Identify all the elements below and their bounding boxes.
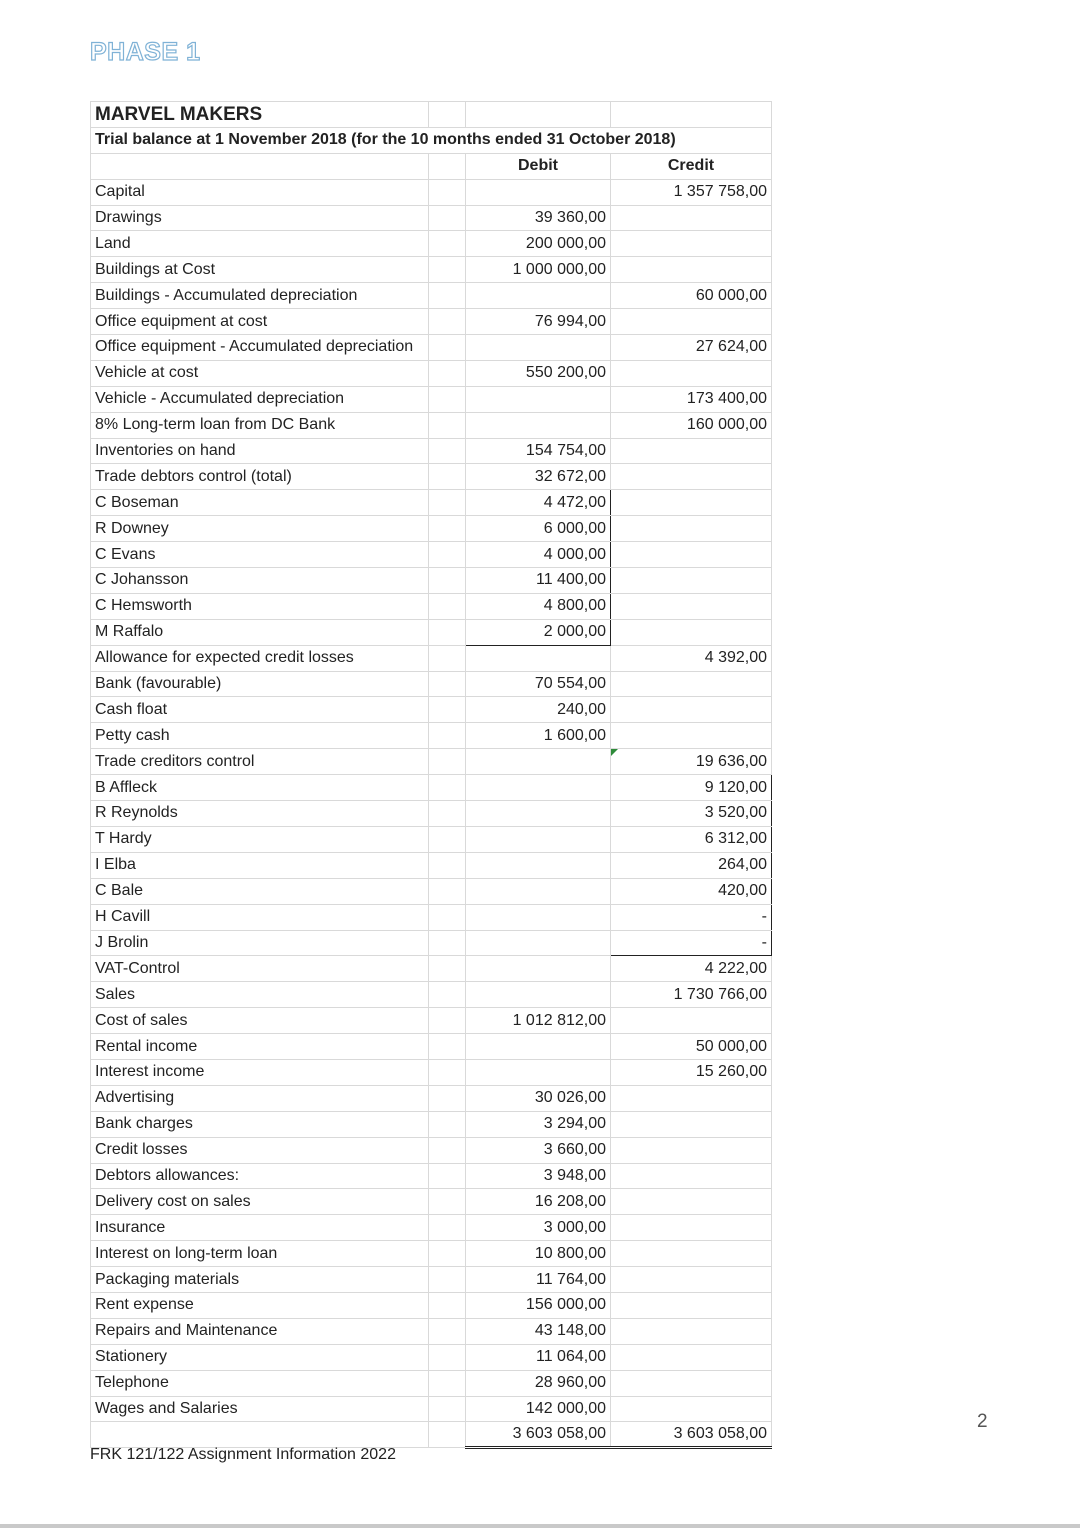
account-name: Cash float [91, 697, 429, 723]
debit-amount: 4 800,00 [466, 593, 611, 619]
credit-amount: 1 730 766,00 [611, 982, 772, 1008]
credit-amount [611, 1111, 772, 1137]
account-name: Wages and Salaries [91, 1396, 429, 1422]
page-bottom-rule [0, 1524, 1080, 1528]
account-row [91, 1137, 772, 1163]
credit-amount [611, 697, 772, 723]
debit-amount: 70 554,00 [466, 671, 611, 697]
account-row [91, 1267, 772, 1293]
credit-amount [611, 464, 772, 490]
account-row [91, 205, 772, 231]
debit-amount: 1 600,00 [466, 723, 611, 749]
account-row [91, 801, 772, 827]
credit-amount [611, 205, 772, 231]
credit-amount [611, 1189, 772, 1215]
account-name: Trade debtors control (total) [91, 464, 429, 490]
account-row [91, 1396, 772, 1422]
debit-amount [466, 775, 611, 801]
credit-amount [611, 1292, 772, 1318]
column-header-row [91, 153, 772, 179]
credit-amount: 27 624,00 [611, 335, 772, 361]
account-row [91, 956, 772, 982]
credit-amount: 420,00 [611, 878, 772, 904]
account-name: C Evans [91, 542, 429, 568]
account-name: Trade creditors control [91, 749, 429, 775]
credit-amount: 173 400,00 [611, 386, 772, 412]
account-name: Buildings - Accumulated depreciation [91, 283, 429, 309]
credit-amount [611, 231, 772, 257]
credit-amount: 3 520,00 [611, 801, 772, 827]
credit-header: Credit [611, 153, 772, 179]
account-row [91, 438, 772, 464]
debit-amount [466, 412, 611, 438]
account-row [91, 1034, 772, 1060]
account-name: J Brolin [91, 930, 429, 956]
account-row [91, 568, 772, 594]
credit-amount: - [611, 930, 772, 956]
credit-amount [611, 568, 772, 594]
credit-amount [611, 1163, 772, 1189]
credit-amount [611, 1344, 772, 1370]
account-name: Office equipment - Accumulated depreciation [91, 335, 429, 361]
account-name: Repairs and Maintenance [91, 1318, 429, 1344]
credit-amount: 6 312,00 [611, 826, 772, 852]
debit-amount [466, 801, 611, 827]
credit-amount: 15 260,00 [611, 1059, 772, 1085]
debit-amount [466, 283, 611, 309]
account-row [91, 697, 772, 723]
debit-amount: 11 764,00 [466, 1267, 611, 1293]
account-name: Buildings at Cost [91, 257, 429, 283]
account-name: Drawings [91, 205, 429, 231]
account-name: B Affleck [91, 775, 429, 801]
footer-text: FRK 121/122 Assignment Information 2022 [90, 1446, 396, 1463]
trial-balance-subtitle: Trial balance at 1 November 2018 (for the 10 months ended 31 October 2018) [91, 127, 772, 153]
account-row [91, 723, 772, 749]
account-row [91, 412, 772, 438]
account-row [91, 1241, 772, 1267]
account-row [91, 930, 772, 956]
account-row [91, 645, 772, 671]
debit-amount [466, 179, 611, 205]
account-name: Vehicle at cost [91, 360, 429, 386]
account-row [91, 257, 772, 283]
account-name: M Raffalo [91, 619, 429, 645]
credit-amount [611, 1396, 772, 1422]
debit-amount [466, 645, 611, 671]
account-name: Packaging materials [91, 1267, 429, 1293]
debit-amount: 3 000,00 [466, 1215, 611, 1241]
account-name: Interest income [91, 1059, 429, 1085]
credit-amount [611, 1137, 772, 1163]
account-name: Inventories on hand [91, 438, 429, 464]
account-row [91, 1318, 772, 1344]
debit-amount: 28 960,00 [466, 1370, 611, 1396]
credit-amount [611, 490, 772, 516]
account-name: Telephone [91, 1370, 429, 1396]
debit-amount: 32 672,00 [466, 464, 611, 490]
account-row [91, 749, 772, 775]
credit-amount: 4 392,00 [611, 645, 772, 671]
debit-amount [466, 878, 611, 904]
account-row [91, 309, 772, 335]
account-name: Bank charges [91, 1111, 429, 1137]
debit-amount: 154 754,00 [466, 438, 611, 464]
page-number: 2 [977, 1411, 988, 1432]
account-row [91, 826, 772, 852]
account-name: Land [91, 231, 429, 257]
account-row [91, 335, 772, 361]
account-name: Advertising [91, 1085, 429, 1111]
account-name: 8% Long-term loan from DC Bank [91, 412, 429, 438]
debit-total: 3 603 058,00 [466, 1422, 611, 1448]
credit-amount: 1 357 758,00 [611, 179, 772, 205]
company-name: MARVEL MAKERS [91, 102, 429, 128]
account-row [91, 1008, 772, 1034]
account-row [91, 1344, 772, 1370]
debit-amount [466, 386, 611, 412]
company-title-row [91, 102, 772, 128]
debit-amount [466, 335, 611, 361]
account-name: C Hemsworth [91, 593, 429, 619]
account-row [91, 619, 772, 645]
account-name: VAT-Control [91, 956, 429, 982]
credit-amount: 60 000,00 [611, 283, 772, 309]
subtitle-row [91, 127, 772, 153]
account-row [91, 1189, 772, 1215]
account-row [91, 982, 772, 1008]
credit-amount [611, 1085, 772, 1111]
debit-amount: 3 294,00 [466, 1111, 611, 1137]
account-row [91, 516, 772, 542]
account-name: Insurance [91, 1215, 429, 1241]
account-row [91, 360, 772, 386]
debit-amount: 156 000,00 [466, 1292, 611, 1318]
account-row [91, 490, 772, 516]
debit-amount [466, 826, 611, 852]
debit-amount: 30 026,00 [466, 1085, 611, 1111]
debit-amount: 1 000 000,00 [466, 257, 611, 283]
credit-amount [611, 723, 772, 749]
credit-amount: 160 000,00 [611, 412, 772, 438]
credit-total: 3 603 058,00 [611, 1422, 772, 1448]
debit-amount: 142 000,00 [466, 1396, 611, 1422]
account-row [91, 1111, 772, 1137]
account-name: Delivery cost on sales [91, 1189, 429, 1215]
trial-balance-table [90, 101, 772, 1449]
account-row [91, 593, 772, 619]
credit-amount [611, 438, 772, 464]
debit-amount: 3 660,00 [466, 1137, 611, 1163]
account-row [91, 852, 772, 878]
account-name: Stationery [91, 1344, 429, 1370]
debit-amount [466, 1034, 611, 1060]
debit-amount: 550 200,00 [466, 360, 611, 386]
debit-amount: 4 000,00 [466, 542, 611, 568]
debit-amount: 200 000,00 [466, 231, 611, 257]
account-name: R Downey [91, 516, 429, 542]
account-row [91, 904, 772, 930]
account-name: R Reynolds [91, 801, 429, 827]
account-name: Rental income [91, 1034, 429, 1060]
debit-amount: 76 994,00 [466, 309, 611, 335]
account-name: Debtors allowances: [91, 1163, 429, 1189]
totals-row [91, 1422, 772, 1448]
credit-amount [611, 1267, 772, 1293]
account-name: H Cavill [91, 904, 429, 930]
credit-amount [611, 516, 772, 542]
account-row [91, 231, 772, 257]
debit-amount: 1 012 812,00 [466, 1008, 611, 1034]
credit-amount: - [611, 904, 772, 930]
account-row [91, 1163, 772, 1189]
debit-amount: 3 948,00 [466, 1163, 611, 1189]
account-name: Sales [91, 982, 429, 1008]
credit-amount [611, 619, 772, 645]
phase-heading: PHASE 1 [90, 38, 201, 66]
credit-amount: 9 120,00 [611, 775, 772, 801]
credit-amount [611, 1370, 772, 1396]
debit-amount: 43 148,00 [466, 1318, 611, 1344]
account-name: I Elba [91, 852, 429, 878]
account-row [91, 542, 772, 568]
credit-amount [611, 671, 772, 697]
account-name: Bank (favourable) [91, 671, 429, 697]
credit-amount [611, 1241, 772, 1267]
credit-amount [611, 593, 772, 619]
account-row [91, 283, 772, 309]
credit-amount [611, 1008, 772, 1034]
debit-amount: 11 064,00 [466, 1344, 611, 1370]
account-name: Capital [91, 179, 429, 205]
debit-amount [466, 1059, 611, 1085]
account-name: C Bale [91, 878, 429, 904]
credit-amount: 4 222,00 [611, 956, 772, 982]
account-name: T Hardy [91, 826, 429, 852]
credit-amount [611, 542, 772, 568]
credit-amount [611, 1215, 772, 1241]
account-row [91, 671, 772, 697]
credit-amount: 19 636,00 [611, 749, 772, 775]
account-row [91, 464, 772, 490]
debit-amount [466, 852, 611, 878]
credit-amount: 264,00 [611, 852, 772, 878]
account-name: C Boseman [91, 490, 429, 516]
debit-amount [466, 930, 611, 956]
account-row [91, 1292, 772, 1318]
credit-amount [611, 1318, 772, 1344]
account-name: Interest on long-term loan [91, 1241, 429, 1267]
credit-amount: 50 000,00 [611, 1034, 772, 1060]
debit-header: Debit [466, 153, 611, 179]
account-row [91, 1215, 772, 1241]
debit-amount: 2 000,00 [466, 619, 611, 645]
account-row [91, 1085, 772, 1111]
account-name: Allowance for expected credit losses [91, 645, 429, 671]
account-row [91, 179, 772, 205]
debit-amount: 11 400,00 [466, 568, 611, 594]
debit-amount [466, 904, 611, 930]
account-name: Office equipment at cost [91, 309, 429, 335]
account-row [91, 1370, 772, 1396]
debit-amount: 16 208,00 [466, 1189, 611, 1215]
account-name: Vehicle - Accumulated depreciation [91, 386, 429, 412]
account-row [91, 878, 772, 904]
account-name: Cost of sales [91, 1008, 429, 1034]
account-name: C Johansson [91, 568, 429, 594]
debit-amount: 39 360,00 [466, 205, 611, 231]
account-name: Credit losses [91, 1137, 429, 1163]
account-name: Petty cash [91, 723, 429, 749]
debit-amount: 240,00 [466, 697, 611, 723]
credit-amount [611, 360, 772, 386]
debit-amount: 6 000,00 [466, 516, 611, 542]
account-row [91, 775, 772, 801]
debit-amount [466, 956, 611, 982]
credit-amount [611, 257, 772, 283]
account-row [91, 386, 772, 412]
debit-amount [466, 749, 611, 775]
credit-amount [611, 309, 772, 335]
debit-amount: 10 800,00 [466, 1241, 611, 1267]
account-name: Rent expense [91, 1292, 429, 1318]
debit-amount: 4 472,00 [466, 490, 611, 516]
account-row [91, 1059, 772, 1085]
debit-amount [466, 982, 611, 1008]
